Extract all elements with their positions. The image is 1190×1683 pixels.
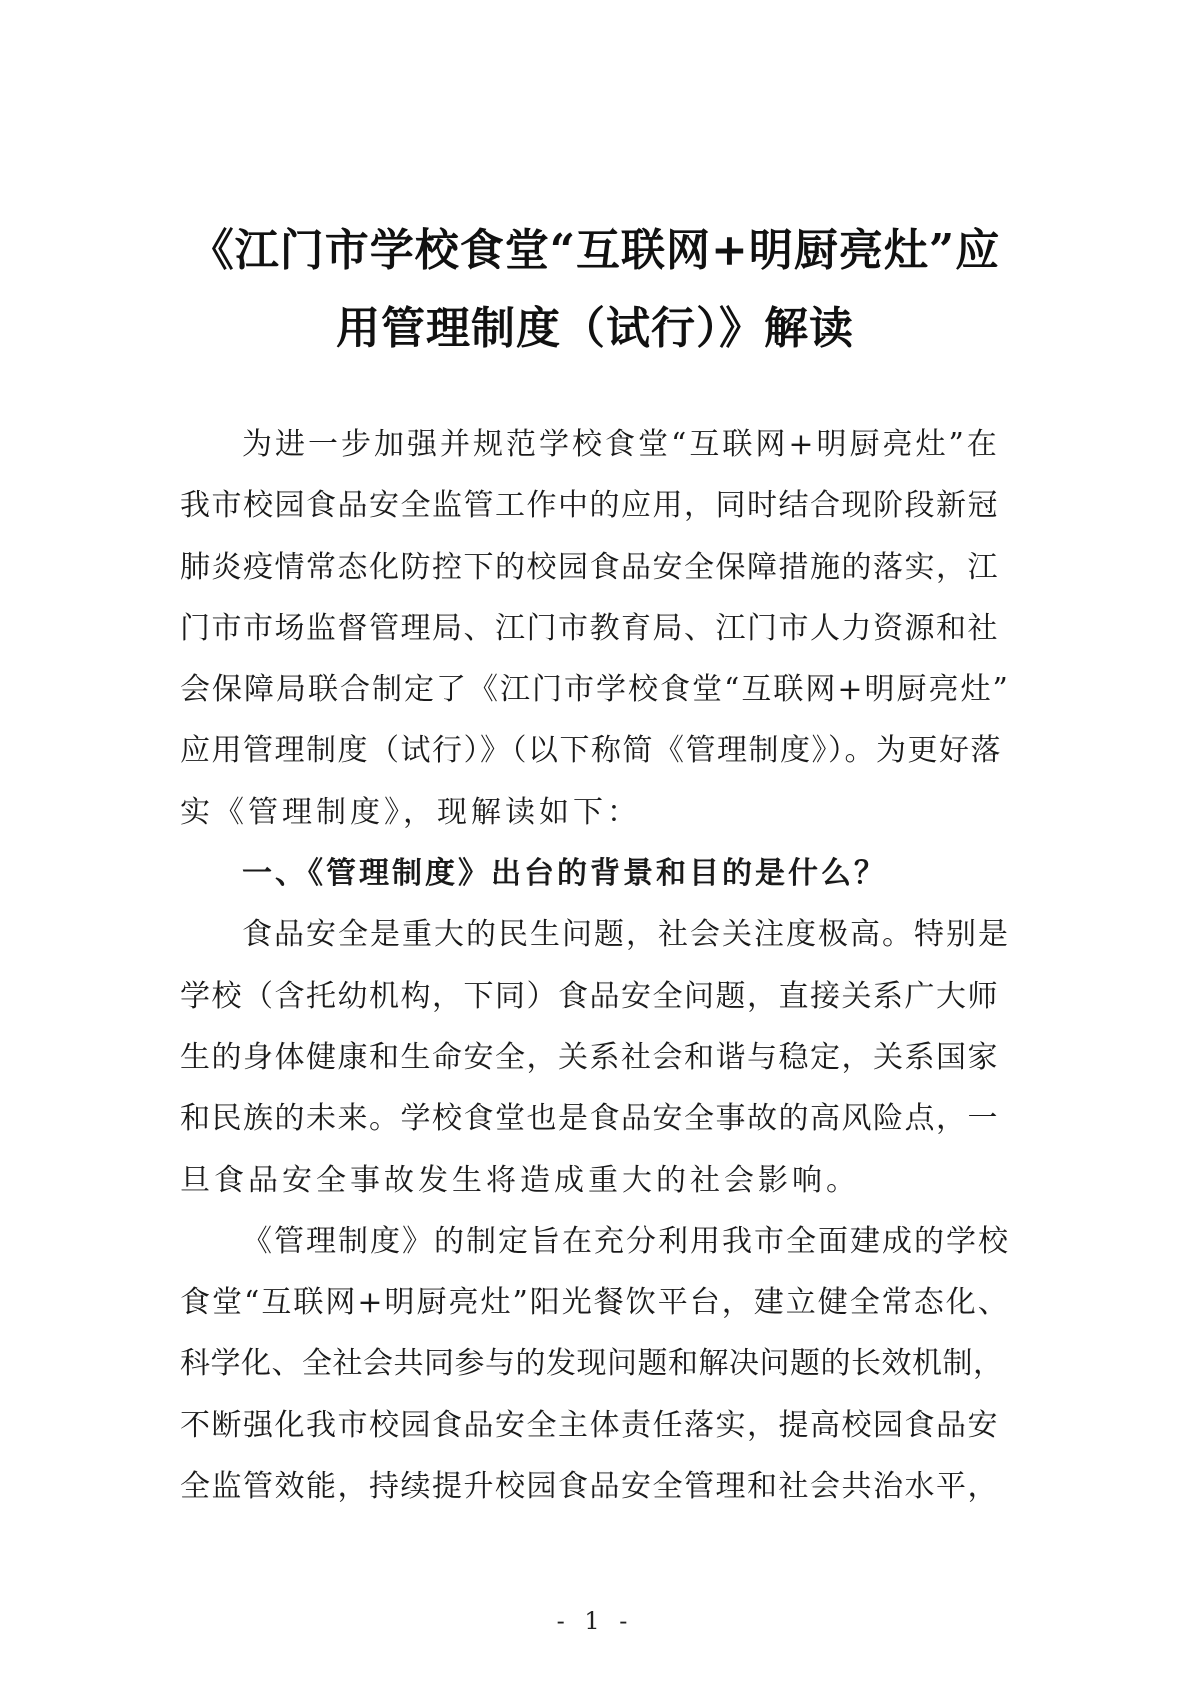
body-text-line: 全监管效能，持续提升校园食品安全管理和社会共治水平，: [180, 1469, 999, 1505]
section-heading: 一、《管理制度》出台的背景和目的是什么？: [242, 856, 887, 892]
document-body: [180, 414, 1010, 1517]
body-text-line: 生的身体健康和生命安全，关系社会和谐与稳定，关系国家: [180, 1039, 999, 1075]
body-text-line: 食品安全是重大的民生问题，社会关注度极高。特别是: [242, 917, 1010, 953]
document-title: [150, 212, 1040, 368]
body-text-line: 《管理制度》的制定旨在充分利用我市全面建成的学校: [242, 1223, 1010, 1259]
body-text-line: 学校（含托幼机构，下同）食品安全问题，直接关系广大师: [180, 978, 999, 1014]
title-line-1: 《江门市学校食堂“互联网+明厨亮灶”应: [189, 225, 1001, 276]
title-line-2: 用管理制度（试行）》解读: [336, 303, 854, 354]
body-text-line: 旦食品安全事故发生将造成重大的社会影响。: [180, 1162, 860, 1198]
body-text-line: 肺炎疫情常态化防控下的校园食品安全保障措施的落实，江: [180, 549, 999, 585]
body-text-line: 不断强化我市校园食品安全主体责任落实，提高校园食品安: [180, 1407, 999, 1443]
body-text-line: 应用管理制度（试行）》（以下称简《管理制度》）。为更好落: [180, 733, 1002, 769]
body-text-line: 科学化、全社会共同参与的发现问题和解决问题的长效机制，: [180, 1346, 1004, 1382]
body-text-line: 和民族的未来。学校食堂也是食品安全事故的高风险点，一: [180, 1101, 999, 1137]
body-text-line: 食堂“互联网+明厨亮灶”阳光餐饮平台，建立健全常态化、: [180, 1285, 1010, 1321]
page-number: - 1 -: [556, 1607, 634, 1635]
body-text-line: 为进一步加强并规范学校食堂“互联网+明厨亮灶”在: [242, 427, 1000, 462]
body-text-line: 实《管理制度》，现解读如下：: [180, 794, 641, 830]
body-text-line: 会保障局联合制定了《江门市学校食堂“互联网+明厨亮灶”: [180, 672, 1010, 708]
body-text-line: 我市校园食品安全监管工作中的应用，同时结合现阶段新冠: [180, 488, 999, 524]
body-text-line: 门市市场监督管理局、江门市教育局、江门市人力资源和社: [180, 610, 999, 646]
